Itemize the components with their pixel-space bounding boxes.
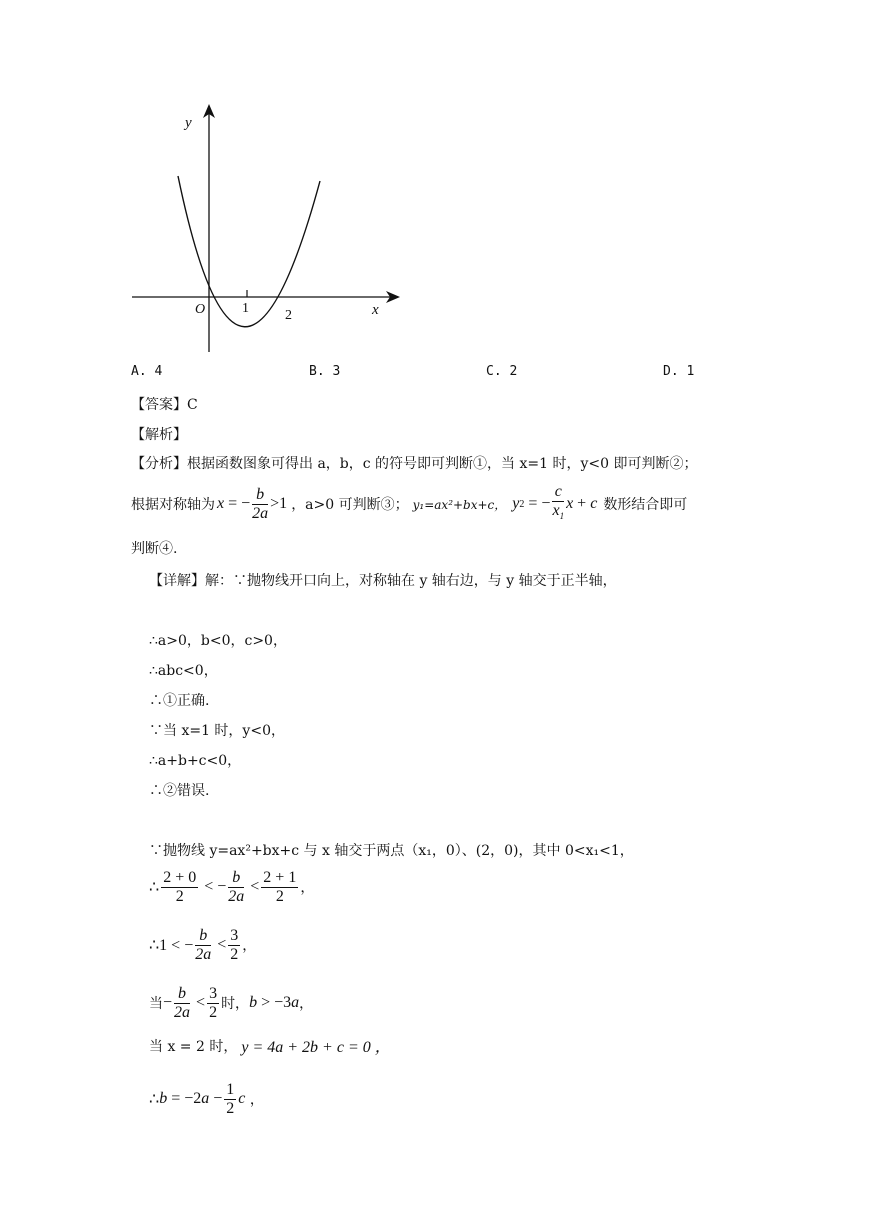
analysis-line-2-y1: y₁=ax²+bx+c， <box>412 497 507 512</box>
tick-label-1: 1 <box>242 301 249 316</box>
parabola-line: ∵抛物线 y=ax²+bx+c 与 x 轴交于两点（x₁，0）、(2，0)，其中 0<x₁<1， <box>149 843 634 859</box>
y-axis-label: y <box>185 115 192 131</box>
option-b: B. 3 <box>309 364 341 379</box>
x-equals-2-equation: y = 4a + 2b + c = 0 ， <box>241 1039 391 1056</box>
analysis-line-2-prefix: 根据对称轴为 <box>131 497 215 513</box>
condition-line: 当 − $\frac{b}{2a}$ < $\frac{3}{2}$ 时， b > −3 a ， <box>149 984 314 1021</box>
step-line-2: ∴abc<0， <box>149 663 218 679</box>
step-line-3: ∴①正确. <box>149 693 210 709</box>
answer-line: 【答案】C <box>131 397 198 413</box>
origin-label: O <box>195 302 206 317</box>
detail-line: 【详解】解：∵抛物线开口向上，对称轴在 y 轴右边，与 y 轴交于正半轴， <box>149 573 617 589</box>
x-axis-label: x <box>372 302 379 318</box>
analysis-line-2: 根据对称轴为 x = − $\frac{b}{2a}$ >1 ，a>0 可判断③； y₁=ax²+bx+c， y 2 = − $\frac{c}{x_1}$ x + c 数形结合即可 <box>131 482 688 522</box>
step-line-4: ∵当 x=1 时，y<0， <box>149 723 285 739</box>
analysis-line-2-mid: ，a>0 可判断③； <box>291 497 409 513</box>
analysis-line-1: 【分析】根据函数图象可得出 a，b，c 的符号即可判断①，当 x=1 时，y<0 即可判断②； <box>131 456 698 472</box>
x-equals-2-line <box>149 1034 391 1057</box>
option-d: D. 1 <box>663 364 695 379</box>
condition-line-when: 时， <box>221 996 250 1012</box>
tick-label-2: 2 <box>285 308 292 323</box>
option-c: C. 2 <box>486 364 518 379</box>
x-equals-2-prefix: 当 x = 2 时， <box>149 1038 238 1055</box>
parabola-graph <box>128 100 408 360</box>
b-expression-line: ∴ b = −2 a − $\frac{1}{2}$ c ， <box>149 1080 264 1117</box>
inequality-line-2: ∴1 < − $\frac{b}{2a}$ < $\frac{3}{2}$ ， <box>149 926 257 963</box>
analysis-line-3: 判断④. <box>131 541 178 557</box>
step-line-5: ∴a+b+c<0， <box>149 753 242 769</box>
step-line-1: ∴a>0，b<0，c>0， <box>149 633 287 649</box>
analysis-heading: 【解析】 <box>131 427 187 443</box>
analysis-line-2-suffix: 数形结合即可 <box>603 497 688 513</box>
step-line-6: ∴②错误. <box>149 783 210 799</box>
option-a: A. 4 <box>131 364 163 379</box>
inequality-line-1: ∴ $\frac{2 + 0}{2}$ < − $\frac{b}{2a}$ < $\frac{2 + 1}{2}$ ， <box>149 868 315 905</box>
